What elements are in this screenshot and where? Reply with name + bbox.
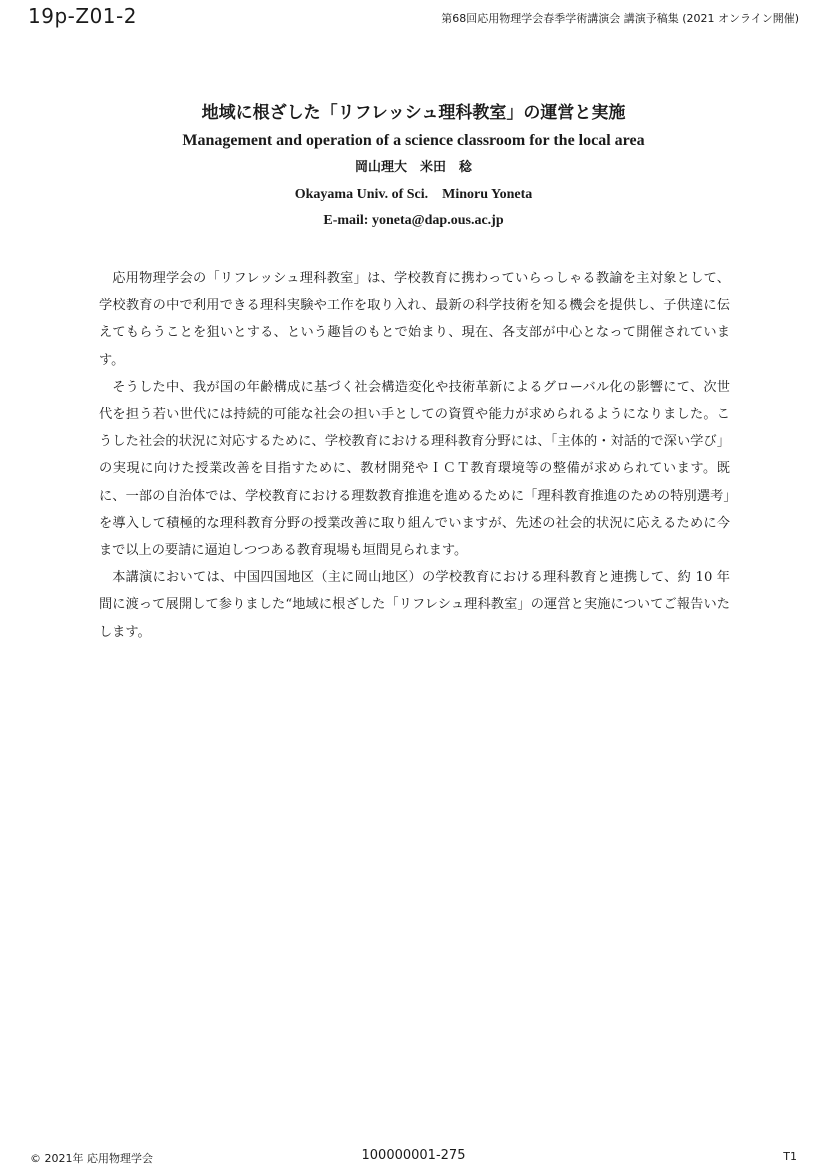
paragraph-3: 本講演においては、中国四国地区（主に岡山地区）の学校教育における理科教育と連携して、約 10 年間に渡って展開して参りました“地域に根ざした「リフレシュ理科教室」の運営と実施についてご報告いたします。 bbox=[99, 570, 730, 640]
title-japanese: 地域に根ざした「リフレッシュ理科教室」の運営と実施 bbox=[201, 103, 626, 123]
paragraph-1: 応用物理学会の「リフレッシュ理科教室」は、学校教育に携わっていらっしゃる教諭を主対象として、学校教育の中で利用できる理科実験や工作を取り入れ、最新の科学技術を知る機会を提供し、子供達に伝えてもらうことを狙いとする、という趣旨のもとで始まり、現在、各支部が中心となって開催されています。 bbox=[99, 271, 730, 368]
paragraph-2: そうした中、我が国の年齢構成に基づく社会構造変化や技術革新によるグローバル化の影響にて、次世代を担う若い世代には持続的可能な社会の担い手としての資質や能力が求められるようになりました。こうした社会的状況に対応するために、学校教育における理科教育分野には、「主体的・対話的で深い学び」の実現に向けた授業改善を目指すために、教材開発やＩＣＴ教育環境等の整備が求められています。既に、一部の自治体では、学校教育における理数教育推進を進めるために「理科教育推進のための特別選考」を導入して積極的な理科教育分野の授業改善に取り組んでいますが、先述の社会的状況に応えるために今まで以上の要請に逼迫しつつある教育現場も垣間見られます。 bbox=[99, 379, 730, 559]
authors-japanese: 岡山理大 米田 稔 bbox=[354, 160, 472, 175]
title-block bbox=[0, 100, 827, 232]
conference-header: 第68回応用物理学会春季学術講演会 講演予稿集 (2021 オンライン開催) bbox=[441, 12, 799, 25]
footer-page-code: T1 bbox=[783, 1150, 797, 1163]
authors-english: Okayama Univ. of Sci. Minoru Yoneta bbox=[294, 187, 533, 202]
author-email: E-mail: yoneta@dap.ous.ac.jp bbox=[323, 213, 504, 228]
title-english: Management and operation of a science classroom for the local area bbox=[182, 132, 645, 149]
footer-document-number: 100000001-275 bbox=[361, 1148, 466, 1163]
footer-copyright: © 2021年 応用物理学会 bbox=[30, 1152, 153, 1165]
paper-id: 19p-Z01-2 bbox=[28, 4, 137, 28]
abstract-body bbox=[99, 265, 730, 646]
